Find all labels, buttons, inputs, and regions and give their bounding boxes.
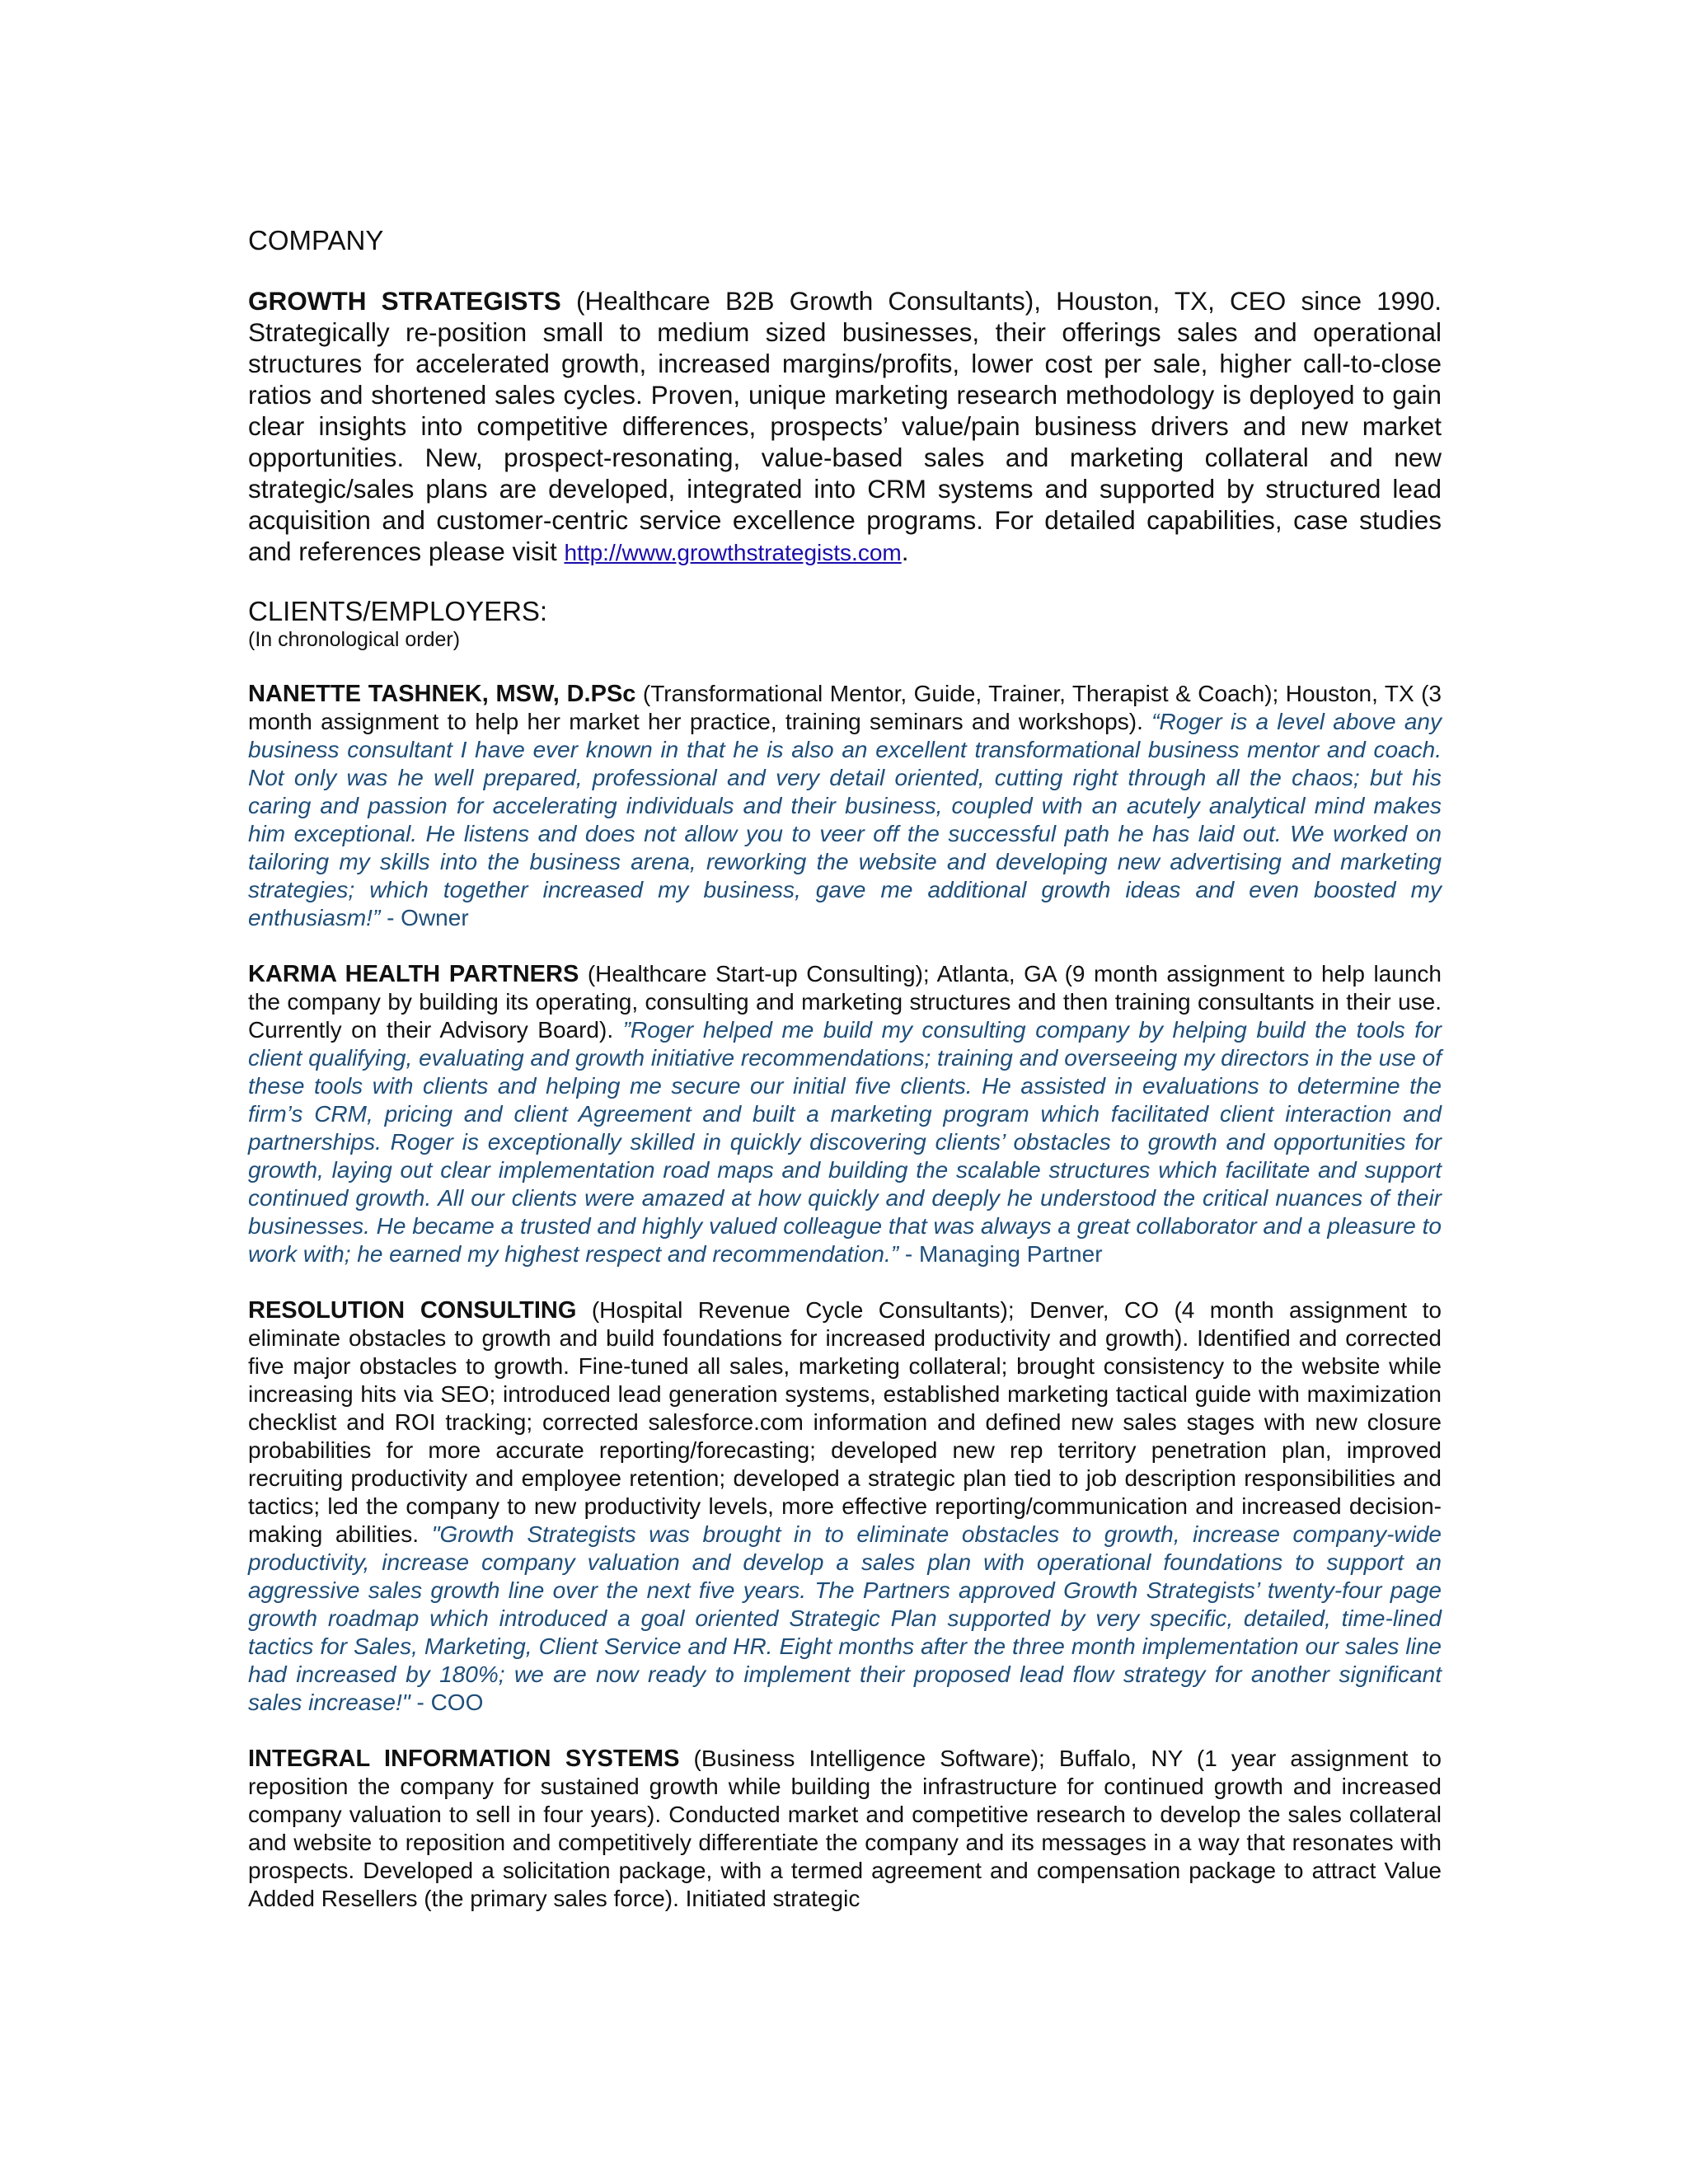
company-tail: .: [901, 537, 909, 566]
resume-page: [248, 224, 1442, 1913]
company-name: GROWTH STRATEGISTS: [248, 286, 561, 316]
client-description: (Hospital Revenue Cycle Consultants); Denver, CO (4 month assignment to eliminate obstacles to growth and build foundations for increased productivity and growth). Identified and corrected five major obstacles to growth. Fine-tuned all sales, marketing collateral; brought consistency to the website while increasing hits via SEO; introduced lead generation systems, established marketing tactical guide with maximization checklist and ROI tracking; corrected salesforce.com information and defined new sales stages with new closure probabilities for more accurate reporting/forecasting; developed new rep territory penetration plan, improved recruiting productivity and employee retention; developed a strategic plan tied to job description responsibilities and tactics; led the company to new productivity levels, more effective reporting/communication and increased decision-making abilities.: [248, 1297, 1442, 1547]
client-entry-tashnek: [248, 680, 1442, 932]
company-description: (Healthcare B2B Growth Consultants), Houston, TX, CEO since 1990. Strategically re-position small to medium sized businesses, their offerings sales and operational structures for accelerated growth, increased margins/profits, lower cost per sale, higher call-to-close ratios and shortened sales cycles. Proven, unique marketing research methodology is deployed to gain clear insights into competitive differences, prospects’ value/pain business drivers and new market opportunities. New, prospect-resonating, value-based sales and marketing collateral and new strategic/sales plans are developed, integrated into CRM systems and supported by structured lead acquisition and customer-centric service excellence programs. For detailed capabilities, case studies and references please visit: [248, 286, 1442, 566]
client-testimonial: “Roger is a level above any business consultant I have ever known in that he is also an excellent transformational business mentor and coach. Not only was he well prepared, professional and very detail oriented, cutting right through all the chaos; but his caring and passion for accelerating individuals and their business, coupled with an acutely analytical mind makes him exceptional. He listens and does not allow you to veer off the successful path he has laid out. We worked on tailoring my skills into the business arena, reworking the website and developing new advertising and marketing strategies; which together increased my business, gave me additional growth ideas and even boosted my enthusiasm!”: [248, 709, 1442, 930]
client-entry-karma: [248, 960, 1442, 1268]
client-description: (Healthcare Start-up Consulting); Atlanta, GA (9 month assignment to help launch the company by building its operating, consulting and marketing structures and then training consultants in their use. Currently on their Advisory Board).: [248, 961, 1442, 1043]
company-paragraph: [248, 285, 1442, 569]
clients-subheading: (In chronological order): [248, 628, 461, 651]
testimonial-attribution: - Owner: [380, 905, 469, 930]
section-label-company: COMPANY: [248, 225, 384, 255]
client-testimonial: "Growth Strategists was brought in to eliminate obstacles to growth, increase company-wide productivity, increase company valuation and develop a sales plan with operational foundations to support an aggressive sales growth line over the next five years. The Partners approved Growth Strategists’ twenty-four page growth roadmap which introduced a goal oriented Strategic Plan supported by very specific, detailed, time-lined tactics for Sales, Marketing, Client Service and HR. Eight months after the three month implementation our sales line had increased by 180%; we are now ready to implement their proposed lead flow strategy for another significant sales increase!": [248, 1521, 1442, 1715]
client-description: (Transformational Mentor, Guide, Trainer, Therapist & Coach); Houston, TX (3 month assignment to help her market her practice, training seminars and workshops).: [248, 681, 1442, 734]
testimonial-attribution: - Managing Partner: [898, 1241, 1103, 1267]
client-name: INTEGRAL INFORMATION SYSTEMS: [248, 1746, 680, 1772]
client-name: RESOLUTION CONSULTING: [248, 1297, 577, 1324]
client-description: (Business Intelligence Software); Buffalo, NY (1 year assignment to reposition the company for sustained growth while building the infrastructure for continued growth and increased company valuation to sell in four years). Conducted market and competitive research to develop the sales collateral and website to reposition and competitively differentiate the company and its messages in a way that resonates with prospects. Developed a solicitation package, with a termed agreement and compensation package to attract Value Added Resellers (the primary sales force). Initiated strategic: [248, 1746, 1442, 1911]
client-entry-integral: [248, 1745, 1442, 1913]
client-name: KARMA HEALTH PARTNERS: [248, 961, 579, 987]
client-testimonial: ”Roger helped me build my consulting company by helping build the tools for client qualifying, evaluating and growth initiative recommendations; training and overseeing my directors in the use of these tools with clients and helping me secure our initial five clients. He assisted in evaluations to determine the firm’s CRM, pricing and client Agreement and built a marketing program which facilitated client interaction and partnerships. Roger is exceptionally skilled in quickly discovering clients’ obstacles to growth and opportunities for growth, laying out clear implementation road maps and building the scalable structures which facilitate and support continued growth. All our clients were amazed at how quickly and deeply he understood the critical nuances of their businesses. He became a trusted and highly valued colleague that was always a great collaborator and a pleasure to work with; he earned my highest respect and recommendation.”: [248, 1017, 1442, 1267]
company-website-link[interactable]: http://www.growthstrategists.com: [564, 540, 902, 565]
testimonial-attribution: - COO: [410, 1690, 484, 1715]
clients-heading: CLIENTS/EMPLOYERS:: [248, 596, 548, 626]
client-entry-resolution: [248, 1296, 1442, 1717]
client-name: NANETTE TASHNEK, MSW, D.PSc: [248, 681, 636, 707]
